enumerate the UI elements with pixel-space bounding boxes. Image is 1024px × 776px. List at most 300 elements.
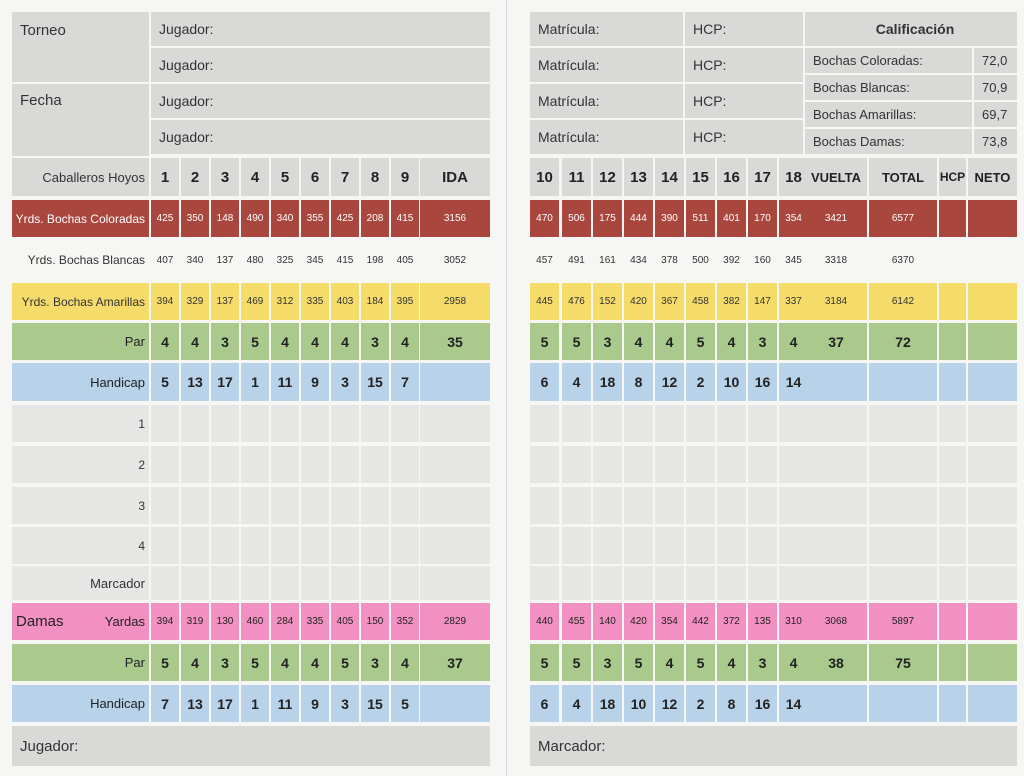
hole-number: 15 xyxy=(686,158,715,196)
score-cell[interactable] xyxy=(748,527,777,564)
hcp-field[interactable]: HCP: xyxy=(685,48,803,82)
score-cell-total[interactable] xyxy=(869,446,937,483)
score-cell[interactable] xyxy=(624,566,653,600)
score-cell[interactable] xyxy=(655,487,684,524)
score-cell[interactable] xyxy=(271,446,299,483)
cell-par: 3 xyxy=(593,323,622,360)
score-cell[interactable] xyxy=(624,446,653,483)
damas-cell-par: 4 xyxy=(655,644,684,681)
score-cell[interactable] xyxy=(181,566,209,600)
damas-ida-handicap xyxy=(420,685,490,722)
score-cell[interactable] xyxy=(361,527,389,564)
score-cell[interactable] xyxy=(361,566,389,600)
score-cell[interactable] xyxy=(241,566,269,600)
cell-par: 3 xyxy=(748,323,777,360)
cell-handicap: 6 xyxy=(530,363,559,401)
score-cell[interactable] xyxy=(241,446,269,483)
total-handicap xyxy=(869,363,937,401)
damas-cell-par: 4 xyxy=(391,644,419,681)
score-cell[interactable] xyxy=(593,405,622,442)
score-cell[interactable] xyxy=(686,405,715,442)
score-cell[interactable] xyxy=(301,527,329,564)
cell-handicap: 14 xyxy=(779,363,808,401)
score-cell[interactable] xyxy=(686,487,715,524)
score-cell[interactable] xyxy=(331,405,359,442)
cell-blancas: 340 xyxy=(181,241,209,279)
damas-cell-par: 5 xyxy=(331,644,359,681)
score-cell[interactable] xyxy=(717,405,746,442)
score-cell-ida[interactable] xyxy=(420,527,490,564)
matricula-field[interactable]: Matrícula: xyxy=(530,12,683,46)
damas-cell-handicap: 3 xyxy=(331,685,359,722)
score-cell[interactable] xyxy=(361,405,389,442)
hcp-coloradas[interactable] xyxy=(939,200,966,237)
score-cell[interactable] xyxy=(779,566,808,600)
score-cell[interactable] xyxy=(241,527,269,564)
cell-handicap: 7 xyxy=(391,363,419,401)
cell-amarillas: 403 xyxy=(331,283,359,320)
hcp-field[interactable]: HCP: xyxy=(685,12,803,46)
damas-cell-handicap: 9 xyxy=(301,685,329,722)
damas-cell-yardas: 150 xyxy=(361,603,389,640)
cell-blancas: 434 xyxy=(624,241,653,279)
score-cell[interactable] xyxy=(593,446,622,483)
score-cell[interactable] xyxy=(181,527,209,564)
score-cell-ida[interactable] xyxy=(420,566,490,600)
score-cell[interactable] xyxy=(151,446,179,483)
cell-handicap: 12 xyxy=(655,363,684,401)
score-cell-hcp[interactable] xyxy=(939,527,966,564)
cell-blancas: 392 xyxy=(717,241,746,279)
vuelta-handicap xyxy=(805,363,867,401)
damas-cell-handicap: 11 xyxy=(271,685,299,722)
cell-amarillas: 458 xyxy=(686,283,715,320)
total-label: TOTAL xyxy=(869,158,937,196)
cell-par: 4 xyxy=(624,323,653,360)
neto-coloradas[interactable] xyxy=(968,200,1017,237)
hole-number: 3 xyxy=(211,158,239,196)
cell-handicap: 3 xyxy=(331,363,359,401)
score-cell[interactable] xyxy=(655,566,684,600)
score-cell-ida[interactable] xyxy=(420,487,490,524)
score-cell-vuelta[interactable] xyxy=(805,405,867,442)
hole-number: 1 xyxy=(151,158,179,196)
matricula-field[interactable]: Matrícula: xyxy=(530,48,683,82)
score-cell[interactable] xyxy=(624,527,653,564)
cell-handicap: 10 xyxy=(717,363,746,401)
damas-cell-par: 3 xyxy=(748,644,777,681)
calificacion-label: Bochas Amarillas: xyxy=(805,102,972,127)
damas-cell-handicap: 17 xyxy=(211,685,239,722)
score-cell[interactable] xyxy=(686,446,715,483)
score-cell[interactable] xyxy=(530,566,559,600)
score-cell[interactable] xyxy=(530,405,559,442)
damas-ida-yardas: 2829 xyxy=(420,603,490,640)
score-cell[interactable] xyxy=(530,446,559,483)
ida-par: 35 xyxy=(420,323,490,360)
damas-cell-handicap: 15 xyxy=(361,685,389,722)
score-cell[interactable] xyxy=(391,487,419,524)
cell-amarillas: 137 xyxy=(211,283,239,320)
neto-amarillas[interactable] xyxy=(968,283,1017,320)
hole-number: 6 xyxy=(301,158,329,196)
score-cell[interactable] xyxy=(271,405,299,442)
score-cell[interactable] xyxy=(361,446,389,483)
cell-blancas: 415 xyxy=(331,241,359,279)
cell-coloradas: 401 xyxy=(717,200,746,237)
cell-blancas: 480 xyxy=(241,241,269,279)
score-cell-vuelta[interactable] xyxy=(805,566,867,600)
cell-handicap: 4 xyxy=(562,363,591,401)
damas-cell-par: 3 xyxy=(593,644,622,681)
torneo-label: Torneo xyxy=(12,12,149,82)
calificacion-value: 69,7 xyxy=(974,102,1017,127)
hole-number: 11 xyxy=(562,158,591,196)
score-cell[interactable] xyxy=(391,527,419,564)
score-cell[interactable] xyxy=(655,405,684,442)
row-label-amarillas: Yrds. Bochas Amarillas xyxy=(12,283,149,320)
score-cell-hcp[interactable] xyxy=(939,566,966,600)
score-cell[interactable] xyxy=(301,487,329,524)
cell-coloradas: 490 xyxy=(241,200,269,237)
scorecard-back-nine xyxy=(506,0,1024,776)
total-par: 72 xyxy=(869,323,937,360)
cell-coloradas: 340 xyxy=(271,200,299,237)
score-cell[interactable] xyxy=(211,487,239,524)
cell-coloradas: 415 xyxy=(391,200,419,237)
hole-number: 12 xyxy=(593,158,622,196)
score-cell-ida[interactable] xyxy=(420,405,490,442)
cell-par: 4 xyxy=(717,323,746,360)
damas-cell-handicap: 7 xyxy=(151,685,179,722)
cell-amarillas: 329 xyxy=(181,283,209,320)
cell-handicap: 5 xyxy=(151,363,179,401)
player-row-label: 3 xyxy=(12,487,149,524)
score-cell[interactable] xyxy=(779,446,808,483)
cell-blancas: 137 xyxy=(211,241,239,279)
score-cell[interactable] xyxy=(151,566,179,600)
ida-blancas: 3052 xyxy=(420,241,490,279)
hcp-amarillas[interactable] xyxy=(939,283,966,320)
score-cell[interactable] xyxy=(211,527,239,564)
cell-amarillas: 394 xyxy=(151,283,179,320)
damas-total-yardas: 5897 xyxy=(869,603,937,640)
score-cell[interactable] xyxy=(331,527,359,564)
player-row-label: 1 xyxy=(12,405,149,442)
score-cell[interactable] xyxy=(779,527,808,564)
score-cell[interactable] xyxy=(717,566,746,600)
score-cell[interactable] xyxy=(151,527,179,564)
damas-cell-par: 5 xyxy=(241,644,269,681)
cell-coloradas: 355 xyxy=(301,200,329,237)
score-cell[interactable] xyxy=(301,566,329,600)
hole-number: 4 xyxy=(241,158,269,196)
cell-blancas: 345 xyxy=(301,241,329,279)
score-cell[interactable] xyxy=(211,405,239,442)
damas-neto-handicap[interactable] xyxy=(968,685,1017,722)
cell-par: 3 xyxy=(211,323,239,360)
damas-title: Damas xyxy=(12,603,77,640)
cell-blancas: 325 xyxy=(271,241,299,279)
score-cell[interactable] xyxy=(686,566,715,600)
jugador-field[interactable]: Jugador: xyxy=(151,84,490,118)
score-cell[interactable] xyxy=(562,487,591,524)
score-cell-neto[interactable] xyxy=(968,405,1017,442)
score-cell[interactable] xyxy=(181,405,209,442)
damas-cell-par: 5 xyxy=(151,644,179,681)
score-cell[interactable] xyxy=(241,405,269,442)
score-cell[interactable] xyxy=(271,487,299,524)
score-cell[interactable] xyxy=(211,566,239,600)
score-cell[interactable] xyxy=(151,487,179,524)
cell-amarillas: 335 xyxy=(301,283,329,320)
score-cell[interactable] xyxy=(748,566,777,600)
damas-cell-par: 3 xyxy=(211,644,239,681)
ida-coloradas: 3156 xyxy=(420,200,490,237)
score-cell[interactable] xyxy=(391,405,419,442)
damas-cell-yardas: 352 xyxy=(391,603,419,640)
neto-par[interactable] xyxy=(968,323,1017,360)
damas-cell-par: 4 xyxy=(717,644,746,681)
matricula-field[interactable]: Matrícula: xyxy=(530,120,683,154)
hole-number: 10 xyxy=(530,158,559,196)
score-cell[interactable] xyxy=(748,487,777,524)
row-label-handicap: Handicap xyxy=(12,363,149,401)
damas-cell-handicap: 2 xyxy=(686,685,715,722)
score-cell[interactable] xyxy=(562,405,591,442)
score-cell-neto[interactable] xyxy=(968,566,1017,600)
calificacion-label: Bochas Damas: xyxy=(805,129,972,154)
score-cell-hcp[interactable] xyxy=(939,446,966,483)
score-cell[interactable] xyxy=(624,487,653,524)
cell-par: 4 xyxy=(151,323,179,360)
scorecard-front-nine xyxy=(0,0,506,776)
score-cell-total[interactable] xyxy=(869,487,937,524)
cell-handicap: 9 xyxy=(301,363,329,401)
score-cell[interactable] xyxy=(271,527,299,564)
score-cell[interactable] xyxy=(562,527,591,564)
cell-par: 4 xyxy=(331,323,359,360)
score-cell[interactable] xyxy=(391,566,419,600)
hcp-handicap[interactable] xyxy=(939,363,966,401)
cell-handicap: 2 xyxy=(686,363,715,401)
score-cell[interactable] xyxy=(593,527,622,564)
hole-number: 17 xyxy=(748,158,777,196)
damas-total-handicap xyxy=(869,685,937,722)
score-cell[interactable] xyxy=(151,405,179,442)
damas-cell-handicap: 13 xyxy=(181,685,209,722)
cell-amarillas: 184 xyxy=(361,283,389,320)
cell-par: 4 xyxy=(181,323,209,360)
score-cell[interactable] xyxy=(181,446,209,483)
score-cell[interactable] xyxy=(241,487,269,524)
hole-number: 13 xyxy=(624,158,653,196)
damas-vuelta-handicap xyxy=(805,685,867,722)
cell-blancas: 405 xyxy=(391,241,419,279)
matricula-field[interactable]: Matrícula: xyxy=(530,84,683,118)
cell-coloradas: 390 xyxy=(655,200,684,237)
score-cell[interactable] xyxy=(271,566,299,600)
cell-handicap: 1 xyxy=(241,363,269,401)
jugador-field[interactable]: Jugador: xyxy=(151,120,490,154)
jugador-field[interactable]: Jugador: xyxy=(151,12,490,46)
cell-coloradas: 148 xyxy=(211,200,239,237)
damas-hcp-handicap[interactable] xyxy=(939,685,966,722)
score-cell[interactable] xyxy=(331,487,359,524)
score-cell-vuelta[interactable] xyxy=(805,527,867,564)
damas-cell-par: 4 xyxy=(301,644,329,681)
damas-cell-handicap: 6 xyxy=(530,685,559,722)
cell-blancas: 345 xyxy=(779,241,808,279)
jugador-footer[interactable]: Jugador: xyxy=(12,726,490,766)
damas-cell-par: 4 xyxy=(181,644,209,681)
score-cell[interactable] xyxy=(717,446,746,483)
cell-coloradas: 425 xyxy=(331,200,359,237)
score-cell[interactable] xyxy=(593,487,622,524)
damas-cell-yardas: 420 xyxy=(624,603,653,640)
cell-handicap: 8 xyxy=(624,363,653,401)
row-label-par: Par xyxy=(12,323,149,360)
hcp-field[interactable]: HCP: xyxy=(685,84,803,118)
damas-neto-yardas[interactable] xyxy=(968,603,1017,640)
score-cell[interactable] xyxy=(717,487,746,524)
damas-par-label: Par xyxy=(12,644,149,681)
score-cell[interactable] xyxy=(717,527,746,564)
cell-handicap: 18 xyxy=(593,363,622,401)
score-cell[interactable] xyxy=(593,566,622,600)
total-blancas: 6370 xyxy=(869,241,937,279)
damas-vuelta-yardas: 3068 xyxy=(805,603,867,640)
score-cell-total[interactable] xyxy=(869,405,937,442)
score-cell-hcp[interactable] xyxy=(939,405,966,442)
score-cell[interactable] xyxy=(562,566,591,600)
score-cell-neto[interactable] xyxy=(968,487,1017,524)
score-cell[interactable] xyxy=(331,446,359,483)
cell-handicap: 11 xyxy=(271,363,299,401)
score-cell[interactable] xyxy=(624,405,653,442)
damas-handicap-label: Handicap xyxy=(12,685,149,722)
cell-blancas: 500 xyxy=(686,241,715,279)
score-cell[interactable] xyxy=(562,446,591,483)
score-cell-total[interactable] xyxy=(869,566,937,600)
damas-cell-handicap: 16 xyxy=(748,685,777,722)
cell-par: 3 xyxy=(361,323,389,360)
score-cell[interactable] xyxy=(361,487,389,524)
neto-handicap[interactable] xyxy=(968,363,1017,401)
damas-yardas-label: Yardas xyxy=(77,603,149,640)
score-cell[interactable] xyxy=(181,487,209,524)
cell-blancas: 457 xyxy=(530,241,559,279)
damas-cell-yardas: 372 xyxy=(717,603,746,640)
cell-amarillas: 337 xyxy=(779,283,808,320)
cell-par: 4 xyxy=(301,323,329,360)
score-cell-vuelta[interactable] xyxy=(805,446,867,483)
cell-blancas: 407 xyxy=(151,241,179,279)
total-coloradas: 6577 xyxy=(869,200,937,237)
score-cell[interactable] xyxy=(748,446,777,483)
damas-hcp-par[interactable] xyxy=(939,644,966,681)
cell-handicap: 17 xyxy=(211,363,239,401)
jugador-field[interactable]: Jugador: xyxy=(151,48,490,82)
calificacion-label: Bochas Blancas: xyxy=(805,75,972,100)
score-cell-ida[interactable] xyxy=(420,446,490,483)
score-cell[interactable] xyxy=(530,487,559,524)
score-cell[interactable] xyxy=(655,527,684,564)
cell-handicap: 15 xyxy=(361,363,389,401)
hole-number: 2 xyxy=(181,158,209,196)
score-cell-hcp[interactable] xyxy=(939,487,966,524)
score-cell-vuelta[interactable] xyxy=(805,487,867,524)
hole-number: 9 xyxy=(391,158,419,196)
damas-cell-yardas: 455 xyxy=(562,603,591,640)
score-cell[interactable] xyxy=(748,405,777,442)
score-cell-total[interactable] xyxy=(869,527,937,564)
ida-amarillas: 2958 xyxy=(420,283,490,320)
calificacion-title: Calificación xyxy=(805,12,1017,46)
hole-number: 5 xyxy=(271,158,299,196)
score-cell[interactable] xyxy=(655,446,684,483)
score-cell[interactable] xyxy=(301,446,329,483)
cell-coloradas: 175 xyxy=(593,200,622,237)
cell-par: 5 xyxy=(241,323,269,360)
cell-amarillas: 445 xyxy=(530,283,559,320)
cell-par: 4 xyxy=(391,323,419,360)
cell-par: 5 xyxy=(686,323,715,360)
score-cell[interactable] xyxy=(779,405,808,442)
damas-cell-yardas: 335 xyxy=(301,603,329,640)
cell-coloradas: 425 xyxy=(151,200,179,237)
ida-label: IDA xyxy=(420,158,490,196)
neto-blancas[interactable] xyxy=(968,241,1017,279)
damas-cell-yardas: 319 xyxy=(181,603,209,640)
player-row-label: 4 xyxy=(12,527,149,564)
cell-amarillas: 152 xyxy=(593,283,622,320)
player-row-label: 2 xyxy=(12,446,149,483)
damas-cell-yardas: 140 xyxy=(593,603,622,640)
damas-cell-yardas: 442 xyxy=(686,603,715,640)
damas-cell-par: 5 xyxy=(624,644,653,681)
score-cell[interactable] xyxy=(331,566,359,600)
cell-par: 4 xyxy=(779,323,808,360)
damas-cell-handicap: 10 xyxy=(624,685,653,722)
score-cell[interactable] xyxy=(530,527,559,564)
damas-neto-par[interactable] xyxy=(968,644,1017,681)
damas-total-par: 75 xyxy=(869,644,937,681)
damas-cell-handicap: 4 xyxy=(562,685,591,722)
score-cell[interactable] xyxy=(779,487,808,524)
cell-amarillas: 312 xyxy=(271,283,299,320)
cell-coloradas: 208 xyxy=(361,200,389,237)
hcp-blancas[interactable] xyxy=(939,241,966,279)
score-cell[interactable] xyxy=(391,446,419,483)
damas-cell-yardas: 135 xyxy=(748,603,777,640)
row-label-coloradas: Yrds. Bochas Coloradas xyxy=(12,200,149,237)
score-cell-neto[interactable] xyxy=(968,527,1017,564)
score-cell-neto[interactable] xyxy=(968,446,1017,483)
damas-cell-par: 5 xyxy=(530,644,559,681)
damas-cell-yardas: 284 xyxy=(271,603,299,640)
score-cell[interactable] xyxy=(686,527,715,564)
hcp-par[interactable] xyxy=(939,323,966,360)
marcador-footer[interactable]: Marcador: xyxy=(530,726,1017,766)
vuelta-par: 37 xyxy=(805,323,867,360)
cell-blancas: 160 xyxy=(748,241,777,279)
hcp-field[interactable]: HCP: xyxy=(685,120,803,154)
score-cell[interactable] xyxy=(211,446,239,483)
score-cell[interactable] xyxy=(301,405,329,442)
hole-number: 18 xyxy=(779,158,808,196)
damas-hcp-yardas[interactable] xyxy=(939,603,966,640)
